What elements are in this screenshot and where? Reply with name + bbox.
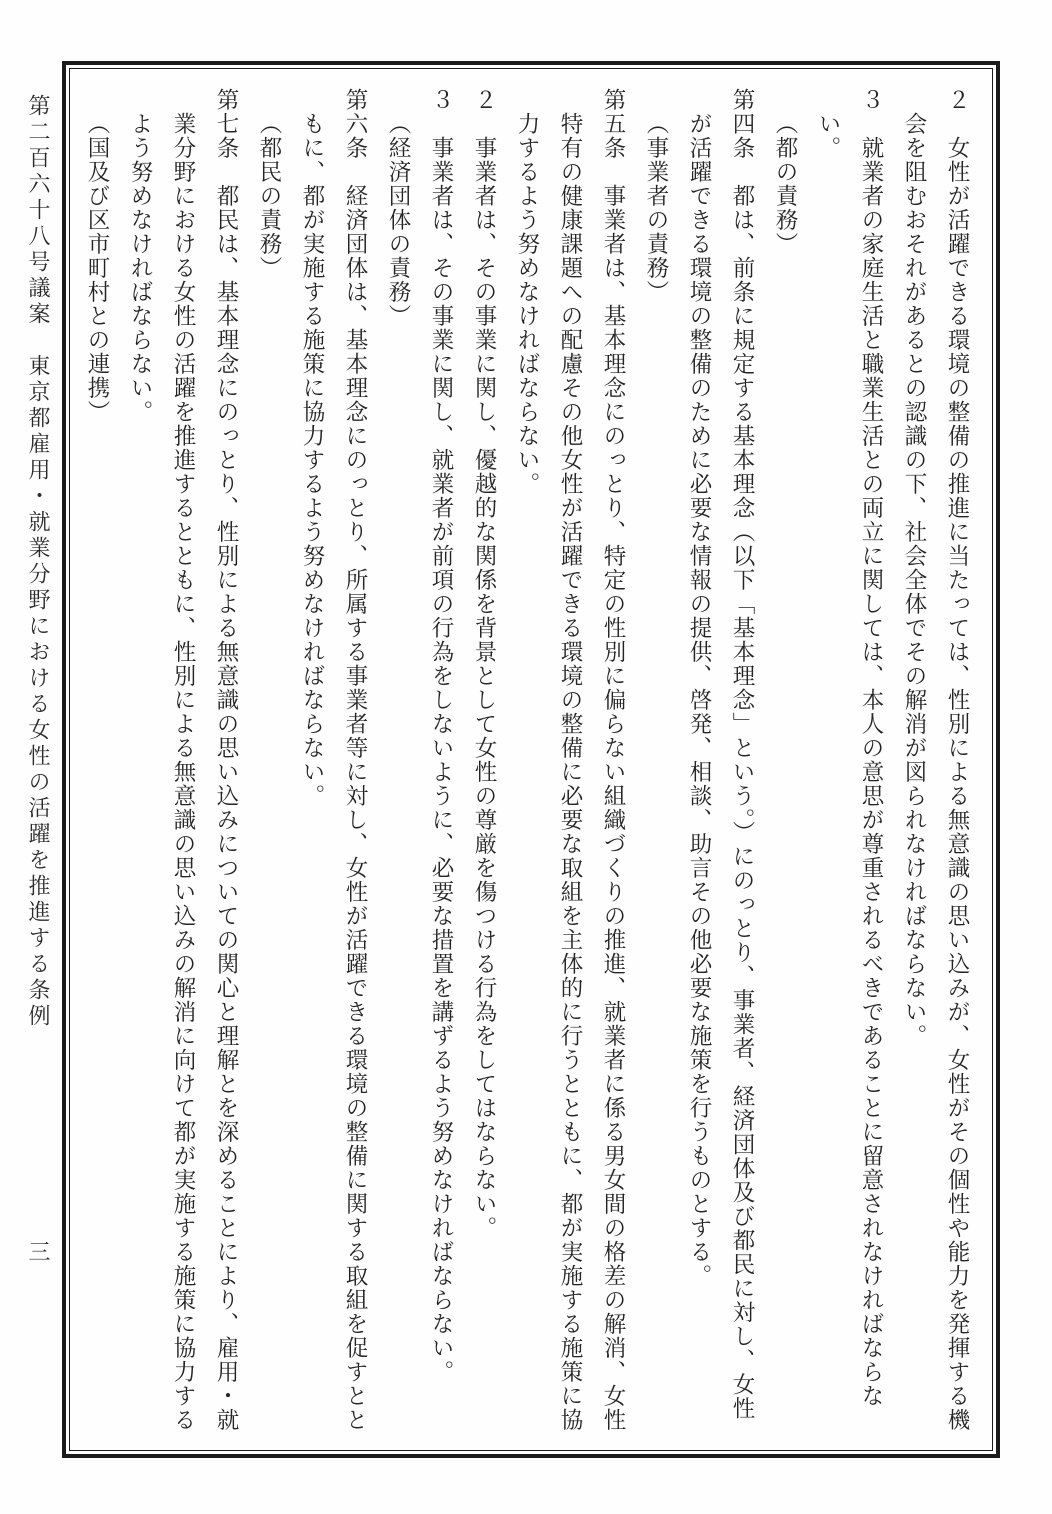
text-column: ３ 事業者は、その事業に関し、就業者が前項の行為をしないように、必要な措置を講ずるよう努めなければならない。 [429,88,454,1384]
text-column: 業分野における女性の活躍を推進するとともに、性別による無意識の思い込みの解消に向けて都が実施する施策に協力する [171,112,196,1432]
text-column: 第六条 経済団体は、基本理念にのっとり、所属する事業者等に対し、女性が活躍できる環境の整備に関する取組を促すとと [343,88,368,1432]
margin-bill-title: 第二百六十八号議案 東京都雇用・就業分野における女性の活躍を推進する条例 [26,94,51,1030]
document-frame-inner-border [69,68,993,1451]
document-frame-outer-border [62,61,1000,1458]
text-column: 力するよう努めなければならない。 [515,112,540,496]
text-column: よう努めなければならない。 [128,112,153,424]
text-column: い。 [816,112,841,160]
text-column: 第五条 事業者は、基本理念にのっとり、特定の性別に偏らない組織づくりの推進、就業者に係る男女間の格差の解消、女性 [601,88,626,1432]
text-column: （経済団体の責務） [386,112,411,328]
text-column: 特有の健康課題への配慮その他女性が活躍できる環境の整備に必要な取組を主体的に行うとともに、都が実施する施策に協 [558,112,583,1432]
text-column: ２ 事業者は、その事業に関し、優越的な関係を背景として女性の尊厳を傷つける行為をしてはならない。 [472,88,497,1240]
text-column: 会を阻むおそれがあるとの認識の下、社会全体でその解消が図られなければならない。 [902,112,927,1048]
text-column: もに、都が実施する施策に協力するよう努めなければならない。 [300,112,325,808]
text-column: ３ 就業者の家庭生活と職業生活との両立に関しては、本人の意思が尊重されるべきであることに留意されなければならな [859,88,884,1408]
text-column: （都民の責務） [257,112,282,280]
text-column: （都の責務） [773,112,798,256]
text-column: 第七条 都民は、基本理念にのっとり、性別による無意識の思い込みについての関心と理解とを深めることにより、雇用・就 [214,88,239,1432]
text-column: 第四条 都は、前条に規定する基本理念（以下「基本理念」という。）にのっとり、事業者、経済団体及び都民に対し、女性 [730,88,755,1421]
text-column: が活躍できる環境の整備のために必要な情報の提供、啓発、相談、助言その他必要な施策を行うものとする。 [687,112,712,1288]
text-column: （事業者の責務） [644,112,669,304]
text-column: （国及び区市町村との連携） [85,112,110,424]
text-column: ２ 女性が活躍できる環境の整備の推進に当たっては、性別による無意識の思い込みが、女性がその個性や能力を発揮する機 [945,88,970,1432]
document-body [70,69,992,1450]
page-number: 三 [26,1240,51,1262]
